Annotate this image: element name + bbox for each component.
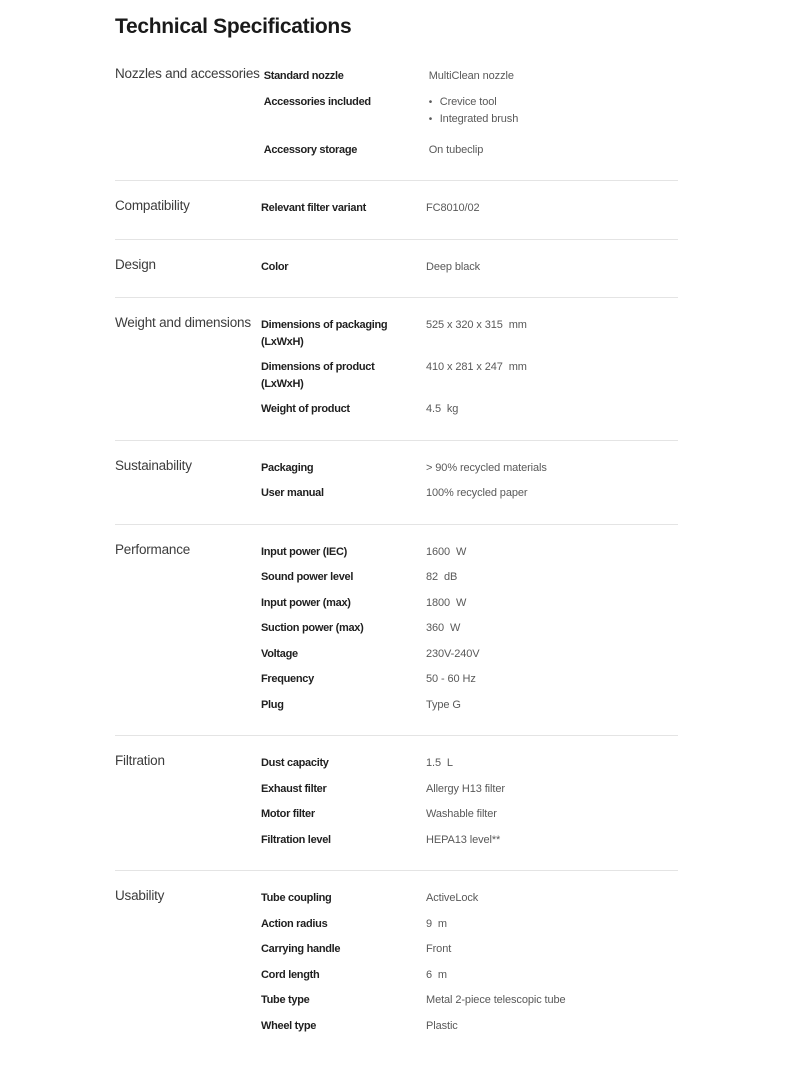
spec-label: Exhaust filter xyxy=(261,782,327,795)
spec-value: 9 m xyxy=(426,917,447,930)
spec-label: Input power (max) xyxy=(261,596,351,609)
spec-label: Plug xyxy=(261,698,284,711)
spec-row xyxy=(261,697,678,714)
spec-section xyxy=(115,239,678,298)
spec-label: Suction power (max) xyxy=(261,622,364,635)
section-heading: Weight and dimensions xyxy=(115,315,251,331)
spec-label: Accessories included xyxy=(263,95,371,108)
spec-value: Deep black xyxy=(426,260,481,273)
section-heading: Design xyxy=(115,256,156,272)
spec-row xyxy=(261,569,678,586)
bullet-icon: • xyxy=(428,96,433,108)
spec-rows xyxy=(261,257,678,276)
spec-value: HEPA13 level** xyxy=(426,833,501,846)
spec-value: 230V-240V xyxy=(426,647,480,660)
section-heading: Usability xyxy=(115,888,165,904)
section-heading: Sustainability xyxy=(115,457,192,473)
spec-value: 50 - 60 Hz xyxy=(426,673,476,686)
spec-label: Input power (IEC) xyxy=(261,545,347,558)
spec-row xyxy=(261,620,678,637)
spec-sections xyxy=(115,66,678,1056)
spec-label: Voltage xyxy=(261,647,298,660)
spec-rows xyxy=(261,458,678,502)
spec-label: Tube coupling xyxy=(261,892,332,905)
bullet-text: Integrated brush xyxy=(439,112,519,125)
spec-label: Filtration level xyxy=(261,833,331,846)
spec-value: 410 x 281 x 247 mm xyxy=(426,361,527,374)
spec-row xyxy=(261,646,678,663)
spec-row xyxy=(261,401,678,418)
spec-label: Sound power level xyxy=(261,571,354,584)
spec-value: 4.5 kg xyxy=(426,403,459,416)
bullet-list-item xyxy=(429,111,678,128)
spec-row xyxy=(264,142,678,159)
spec-row xyxy=(261,200,678,217)
spec-row xyxy=(261,359,678,392)
spec-rows xyxy=(261,542,678,714)
spec-row xyxy=(261,967,678,984)
spec-label: Action radius xyxy=(261,917,328,930)
spec-row xyxy=(261,544,678,561)
spec-value: 360 W xyxy=(426,622,461,635)
spec-rows xyxy=(261,198,678,217)
spec-row xyxy=(261,671,678,688)
spec-value: 1600 W xyxy=(426,545,467,558)
page-title: Technical Specifications xyxy=(115,15,352,38)
spec-label: Color xyxy=(261,260,289,273)
bullet-text: Crevice tool xyxy=(439,95,497,108)
spec-value: 1.5 L xyxy=(426,757,453,770)
spec-label: Packaging xyxy=(261,461,314,474)
spec-row xyxy=(261,755,678,772)
spec-value: MultiClean nozzle xyxy=(428,70,514,83)
spec-row xyxy=(261,916,678,933)
spec-label: Motor filter xyxy=(261,808,315,821)
spec-rows xyxy=(261,888,678,1034)
spec-label: Standard nozzle xyxy=(263,70,344,83)
spec-label: Tube type xyxy=(261,994,310,1007)
spec-row xyxy=(261,941,678,958)
spec-label: Carrying handle xyxy=(261,943,341,956)
spec-value: Metal 2-piece telescopic tube xyxy=(426,994,566,1007)
spec-label: Weight of product xyxy=(261,403,350,416)
spec-label: Frequency xyxy=(261,673,314,686)
spec-label: Dimensions of product (LxWxH) xyxy=(261,361,375,390)
spec-label: Accessory storage xyxy=(263,143,358,156)
section-heading: Filtration xyxy=(115,753,165,769)
spec-label: Wheel type xyxy=(261,1019,317,1032)
bullet-icon: • xyxy=(428,113,433,125)
spec-section xyxy=(115,66,678,180)
spec-row xyxy=(264,68,678,85)
spec-section xyxy=(115,297,678,440)
spec-section xyxy=(115,524,678,736)
spec-rows xyxy=(261,753,678,848)
spec-row xyxy=(261,595,678,612)
section-heading: Performance xyxy=(115,541,191,557)
spec-value: Plastic xyxy=(426,1019,458,1032)
spec-value: On tubeclip xyxy=(428,143,484,156)
spec-row xyxy=(261,259,678,276)
spec-value: > 90% recycled materials xyxy=(426,461,547,474)
spec-value-bullet-list xyxy=(429,94,678,128)
spec-row xyxy=(264,94,678,128)
spec-section xyxy=(115,440,678,524)
spec-value: ActiveLock xyxy=(426,892,479,905)
spec-row xyxy=(261,890,678,907)
spec-value: Washable filter xyxy=(426,808,497,821)
bullet-list-item xyxy=(429,94,678,111)
spec-value: Allergy H13 filter xyxy=(426,782,505,795)
spec-label: User manual xyxy=(261,487,324,500)
spec-row xyxy=(261,806,678,823)
spec-value: 82 dB xyxy=(426,571,458,584)
spec-row xyxy=(261,781,678,798)
spec-section xyxy=(115,735,678,870)
spec-section xyxy=(115,870,678,1056)
spec-value: 1800 W xyxy=(426,596,467,609)
section-heading: Nozzles and accessories xyxy=(115,66,260,82)
spec-row xyxy=(261,460,678,477)
spec-value: 6 m xyxy=(426,968,447,981)
spec-row xyxy=(261,1018,678,1035)
spec-row xyxy=(261,485,678,502)
spec-label: Relevant filter variant xyxy=(261,202,366,215)
spec-row xyxy=(261,992,678,1009)
spec-value: FC8010/02 xyxy=(426,202,480,215)
spec-label: Dust capacity xyxy=(261,757,329,770)
spec-row xyxy=(261,832,678,849)
spec-rows xyxy=(261,315,678,418)
spec-value: Front xyxy=(426,943,452,956)
spec-rows xyxy=(264,66,678,158)
section-heading: Compatibility xyxy=(115,198,190,214)
spec-value: Type G xyxy=(426,698,461,711)
spec-value: 100% recycled paper xyxy=(426,487,528,500)
spec-label: Dimensions of packaging (LxWxH) xyxy=(261,319,388,348)
spec-section xyxy=(115,180,678,239)
spec-row xyxy=(261,317,678,350)
spec-label: Cord length xyxy=(261,968,320,981)
spec-value: 525 x 320 x 315 mm xyxy=(426,319,527,332)
